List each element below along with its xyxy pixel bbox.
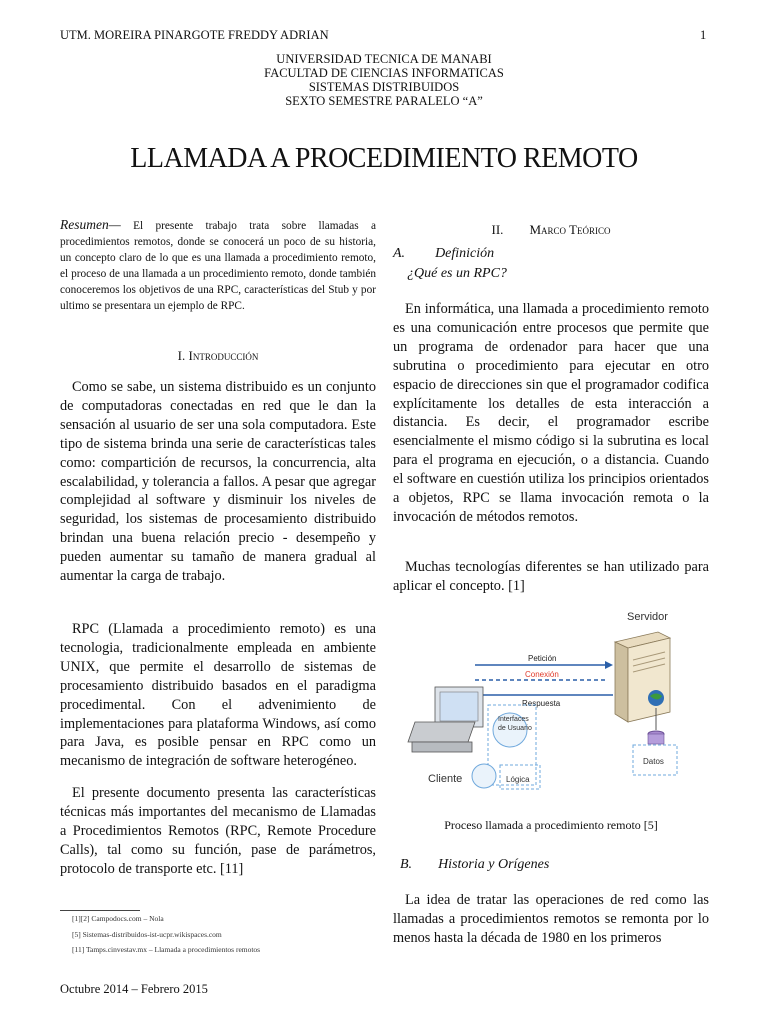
section-number: I. [177, 348, 186, 363]
subsection-a-heading: A. Definición [393, 246, 495, 261]
footnote-3: [11] Tamps.cinvestav.mx – Llamada a procedimientos remotos [72, 945, 261, 954]
abstract-text: El presente trabajo trata sobre llamadas a procedimientos remotos, donde se conocerá un poco de su historia, un concepto claro de lo que es una llamada a procedimiento remoto, el proceso de una llamada a un procedimiento remoto, donde también conoceremos los objetivos de una RPC, características del Stub y por ultimo se presentara un ejemplo de RPC. [60, 220, 376, 312]
conexion-label: Conexión [525, 670, 559, 679]
server-icon [615, 632, 670, 722]
interfaces-label-1: Interfaces [498, 716, 529, 723]
institution-line-4: SEXTO SEMESTRE PARALELO “A” [285, 94, 483, 108]
footnote-2: [5] Sistemas-distribuidos-ist-ucpr.wikispaces.com [72, 930, 222, 939]
intro-paragraph-3: El presente documento presenta las características técnicas más importantes del mecanismo de Llamadas a Procedimientos Remotos (RPC, Remote Procedure Calls), tal como su función, pase de parámetros, protocolo de transporte etc. [11] [60, 785, 376, 877]
interfaces-label-2: de Usuario [498, 725, 532, 732]
logica-label: Lógica [506, 775, 530, 784]
running-header-author: UTM. MOREIRA PINARGOTE FREDDY ADRIAN [60, 28, 329, 42]
abstract [60, 217, 376, 314]
institution-line-2: FACULTAD DE CIENCIAS INFORMATICAS [264, 66, 504, 80]
cliente-label: Cliente [428, 773, 463, 785]
footnote-1: [1][2] Campodocs.com – Nola [72, 914, 164, 923]
intro-paragraph-2: RPC (Llamada a procedimiento remoto) es una tecnologia, tradicionalmente empleada en ambiente UNIX, que permite el desarrollo de sistemas de procesamiento distribuido basados en el paradigma procedimental. Con el advenimiento de implementaciones para plataforma Windows, así como para Java, es posible pensar en RPC como un mecanismo de integración de software heterogéneo. [60, 621, 376, 770]
historia-paragraph: La idea de tratar las operaciones de red como las llamadas a procedimientos remotos se remonta por lo menos hasta la década de 1980 en los primeros [393, 892, 709, 946]
section-title: Introducción [188, 348, 259, 363]
section-heading-introduccion [60, 348, 376, 364]
paper-title: LLAMADA A PROCEDIMIENTO REMOTO [130, 143, 638, 174]
footnote-separator [60, 910, 140, 911]
definition-paragraph: En informática, una llamada a procedimiento remoto es una comunicación entre procesos que permite que un programa de ordenador para hacer que una subrutina o procedimiento para ejecutar en otro espacio de direcciones sin que el programador codifica explícitamente los detalles de esta interacción a distancia. Es decir, el programador escribe esencialmente el mismo código si la subrutina es local para el programa en ejecución, o a distancia. Cuando el software en cuestión utiliza los principios orientados a objetos, RPC se llama invocación remota o la invocación de métodos remotos. [393, 301, 709, 525]
institution-line-1: UNIVERSIDAD TECNICA DE MANABI [276, 52, 492, 66]
section-title: Marco Teórico [529, 222, 611, 237]
section-number: II. [491, 222, 504, 237]
servidor-label: Servidor [627, 611, 668, 623]
footer-date: Octubre 2014 – Febrero 2015 [60, 982, 208, 996]
page-number: 1 [700, 28, 707, 42]
technologies-paragraph: Muchas tecnologías diferentes se han utilizado para aplicar el concepto. [1] [393, 559, 709, 594]
client-computer-icon [408, 687, 483, 752]
institution-line-3: SISTEMAS DISTRIBUIDOS [308, 80, 460, 94]
respuesta-label: Respuesta [522, 699, 561, 708]
figure-caption: Proceso llamada a procedimiento remoto [5] [444, 818, 658, 832]
question-heading: ¿Qué es un RPC? [407, 266, 507, 281]
peticion-label: Petición [528, 654, 557, 663]
intro-paragraph-1: Como se sabe, un sistema distribuido es un conjunto de computadoras conectadas en red que le dan la sensación al usuario de ser una sola computadora. Este tipo de sistema brinda una serie de características tales como: compartición de recursos, la concurrencia, alta escalabilidad, y tolerancia a fallos. A pesar que agregar complejidad al software y disminuir los niveles de seguridad, los sistemas de procesamiento distribuido brindan una buena relación precio - desempeño y pueden aumentar su tamaño de manera gradual al aumentar la carga de trabajo. [60, 379, 376, 585]
subsection-b-heading: B. Historia y Orígenes [400, 857, 550, 872]
section-heading-marco-teorico [393, 222, 709, 238]
datos-label: Datos [643, 757, 664, 766]
abstract-lead: Resumen— [60, 217, 121, 232]
logica-small-circle [472, 764, 496, 788]
rpc-process-figure [400, 602, 700, 792]
